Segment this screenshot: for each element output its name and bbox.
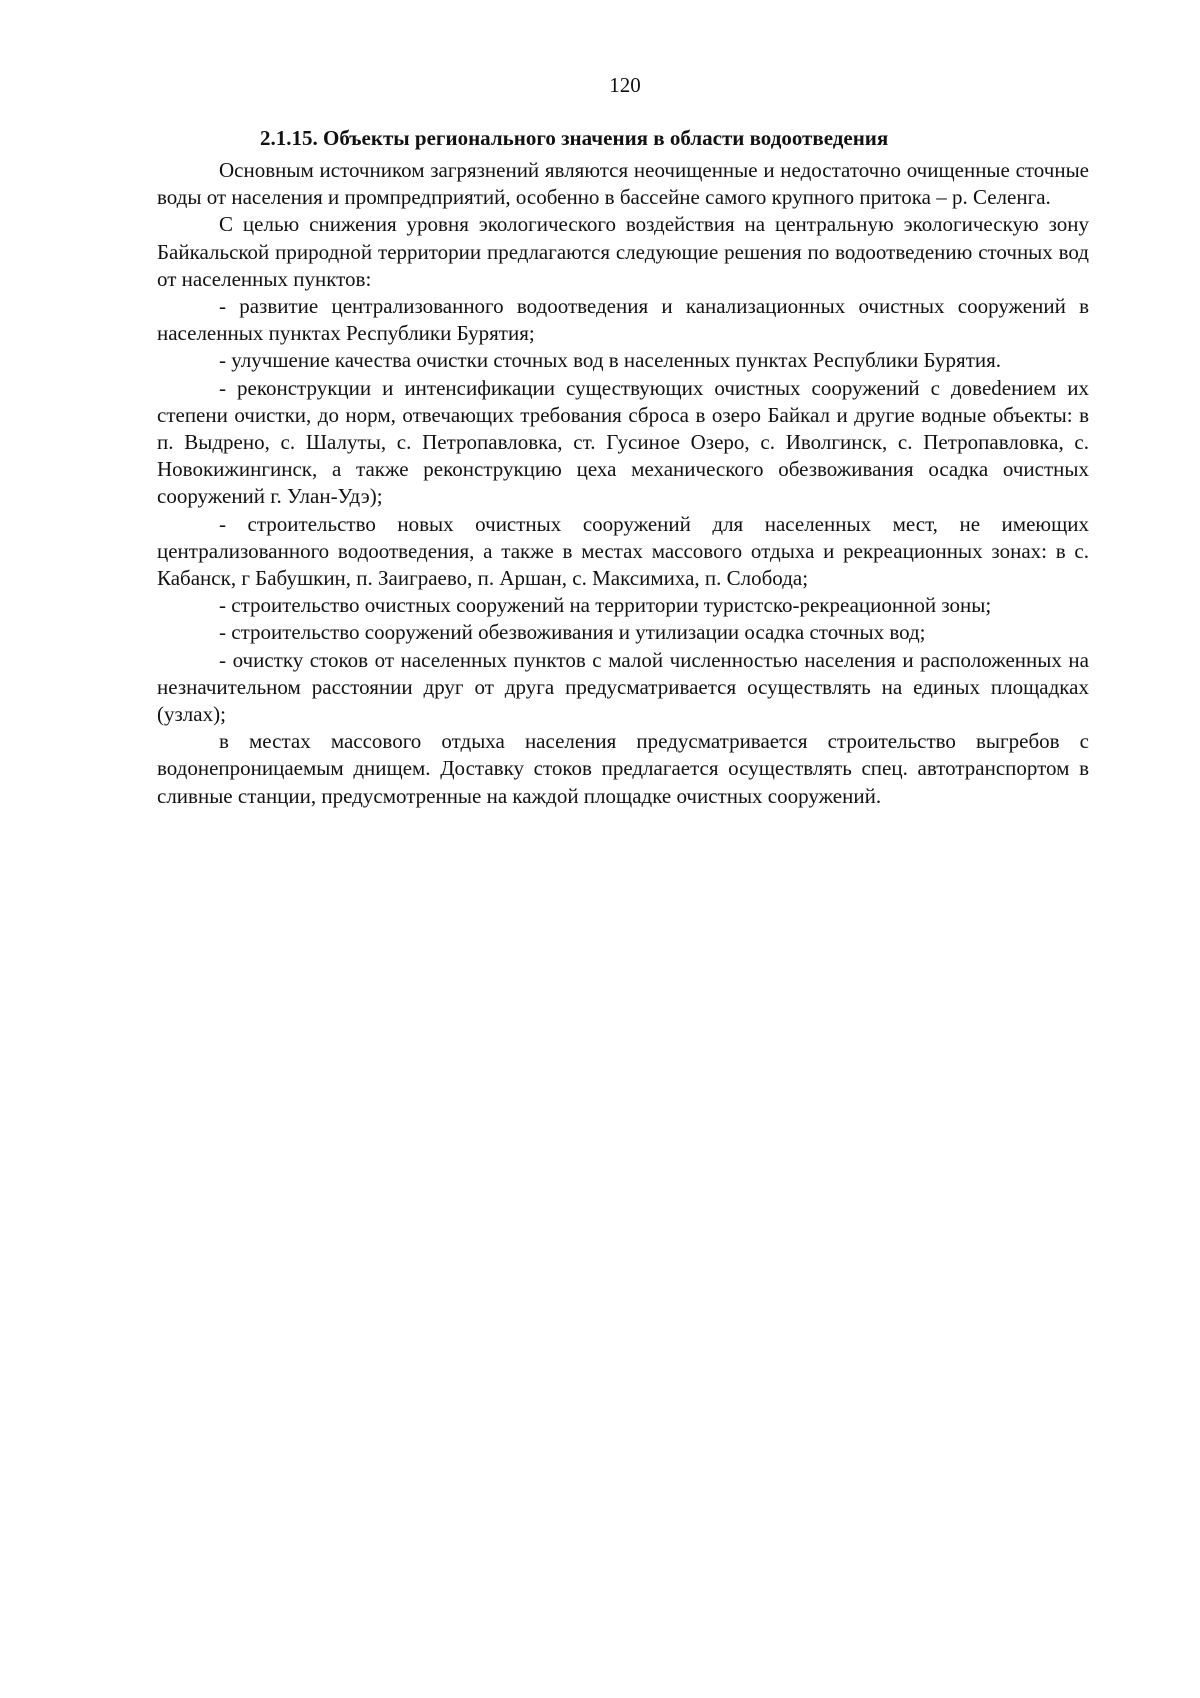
paragraph-proposed-solutions: С целью снижения уровня экологического воздействия на центральную экологическую зону Байкальской природной территории предлагаются следующие решения по водоотведению сточных вод от населенных пунктов: xyxy=(157,212,1089,291)
page-content xyxy=(157,124,1089,810)
page-number: 120 xyxy=(609,73,641,97)
list-item-treatment-quality: - улучшение качества очистки сточных вод в населенных пунктах Республики Бурятия. xyxy=(219,348,1002,373)
list-item-reconstruction: - реконструкции и интенсификации существующих очистных сооружений с довеdением их степени очистки, до норм, отвечающих требования сброса в озеро Байкал и другие водные объекты: в п. Выдрено, с. Шалуты, с. Петропавловка, ст. Гусиное Озеро, с. Иволгинск, с. Петропавловка, с. Новокижингинск, а также реконструкцию цеха механического обезвоживания осадка очистных сооружений г. Улан-Удэ); xyxy=(157,375,1089,509)
paragraph-recreation-areas: в местах массового отдыха населения предусматривается строительство выгребов с водонепроницаемым днищем. Доставку стоков предлагается осуществлять спец. автотранспортом в сливные станции, предусмотренные на каждой площадке очистных сооружений. xyxy=(157,729,1089,808)
list-item-shared-sites: - очистку стоков от населенных пунктов с малой численностью населения и расположенных на незначительном расстоянии друг от друга предусматривается осуществлять на единых площадках (узлах); xyxy=(157,647,1089,727)
list-item-centralized-drainage: - развитие централизованного водоотведения и канализационных очистных сооружений в населенных пунктах Республики Бурятия; xyxy=(157,294,1089,346)
section-heading: 2.1.15. Объекты регионального значения в области водоотведения xyxy=(260,126,889,150)
list-item-sludge-utilization: - строительство сооружений обезвоживания и утилизации осадка сточных вод; xyxy=(219,620,926,645)
paragraph-pollution-source: Основным источником загрязнений являются неочищенные и недостаточно очищенные сточные воды от населения и промпредприятий, особенно в бассейне самого крупного притока – р. Селенга. xyxy=(157,158,1089,210)
list-item-tourist-zone: - строительство очистных сооружений на территории туристско-рекреационной зоны; xyxy=(219,593,992,618)
list-item-new-facilities: - строительство новых очистных сооружений для населенных мест, не имеющих централизованного водоотведения, а также в местах массового отдыха и рекреационных зонах: в с. Кабанск, г Бабушкин, п. Заиграево, п. Аршан, с. Максимиха, п. Слобода; xyxy=(157,511,1089,591)
